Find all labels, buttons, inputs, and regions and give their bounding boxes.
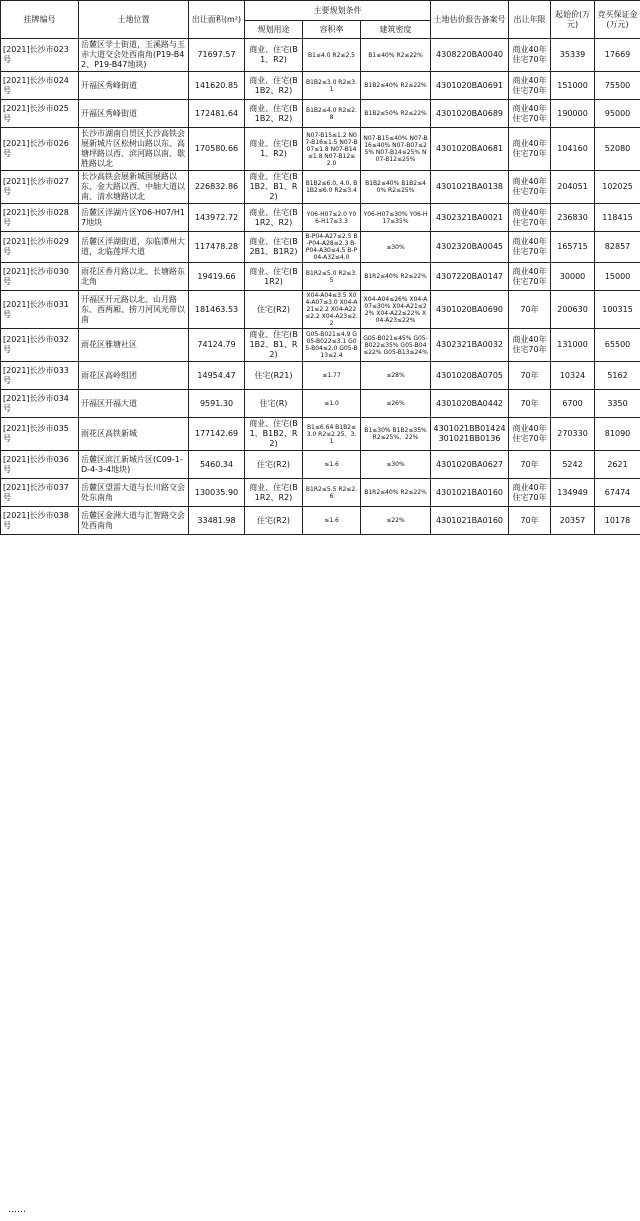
cell-term: 商业40年住宅70年 [509,128,551,171]
cell-location: 开福区开元路以北、山月路东、西两厢、捞刀河风光带以南 [79,291,189,329]
cell-area: 14954.47 [189,362,245,390]
table-row [1,232,640,263]
cell-term: 商业40年住宅70年 [509,39,551,72]
cell-area: 71697.57 [189,39,245,72]
table-body [1,39,640,535]
cell-term: 商业40年住宅70年 [509,329,551,362]
cell-density: ≤28% [361,362,431,390]
cell-id: [2021]长沙市033号 [1,362,79,390]
table-row [1,451,640,479]
cell-id: [2021]长沙市024号 [1,72,79,100]
cell-location: 长沙高铁会展新城国展路以东、金大路以西、中轴大道以南、清水塘路以北 [79,171,189,204]
cell-report: 4302321BA0032 [431,329,509,362]
cell-use: 住宅(R2) [245,507,303,535]
cell-id: [2021]长沙市037号 [1,479,79,507]
cell-use: 住宅(R2) [245,451,303,479]
cell-location: 雨花区雅塘社区 [79,329,189,362]
cell-far: B1≤6.64 B1B2≤3.0 R2≤2.25、3.1 [303,418,361,451]
cell-deposit: 10178 [595,507,640,535]
cell-report: 4301021BA0138 [431,171,509,204]
table-row [1,72,640,100]
cell-deposit: 15000 [595,263,640,291]
table-row [1,329,640,362]
cell-far: X04-A04≤3.5 X04-A07≤3.0 X04-A21≤2.2 X04-A22≤2.2 X04-A23≤2.2 [303,291,361,329]
truncation-note: …… [8,1205,26,1215]
cell-term: 商业40年住宅70年 [509,72,551,100]
cell-location: 雨花区高岭组团 [79,362,189,390]
cell-use: 住宅(R21) [245,362,303,390]
header-plan: 主要规划条件 [245,1,431,21]
cell-use: 住宅(R2) [245,291,303,329]
cell-term: 70年 [509,507,551,535]
cell-term: 商业40年住宅70年 [509,418,551,451]
cell-far: B1B2≤6.0, 4.0, B1B2≤6.0 R2≤3.4 [303,171,361,204]
cell-far: ≤1.77 [303,362,361,390]
cell-location: 岳麓区学士街道，玉溪路与玉赤大道交会处西南角(P19-B42、P19-B47地块) [79,39,189,72]
cell-use: 商业、住宅(B1R2) [245,263,303,291]
cell-density: B1R2≤40% R2≤22% [361,263,431,291]
cell-report: 4301021BB01424 301021BB0136 [431,418,509,451]
cell-density: ≤26% [361,390,431,418]
table-row [1,418,640,451]
cell-report: 4301020BA0442 [431,390,509,418]
cell-term: 70年 [509,362,551,390]
cell-deposit: 3350 [595,390,640,418]
header-start-price: 起始价(万元) [551,1,595,39]
cell-use: 商业、住宅(B1R2、R2) [245,479,303,507]
cell-far: B1B2≤3.0 R2≤3.1 [303,72,361,100]
cell-id: [2021]长沙市031号 [1,291,79,329]
cell-report: 4301021BA0160 [431,479,509,507]
cell-location: 岳麓区洋湖街道，东临潭州大道，北临莲坪大道 [79,232,189,263]
cell-id: [2021]长沙市028号 [1,204,79,232]
cell-area: 143972.72 [189,204,245,232]
cell-id: [2021]长沙市026号 [1,128,79,171]
table-row [1,171,640,204]
table-row [1,39,640,72]
cell-area: 172481.64 [189,100,245,128]
cell-far: B1R2≤5.0 R2≤3.5 [303,263,361,291]
cell-start-price: 151000 [551,72,595,100]
cell-use: 商业、住宅(B1R2、R2) [245,204,303,232]
cell-term: 70年 [509,291,551,329]
cell-use: 商业、住宅(B1B2、B1、R2) [245,171,303,204]
cell-density: X04-A04≤26% X04-A07≤30% X04-A21≤22% X04-A22≤22% X04-A23≤22% [361,291,431,329]
cell-location: 长沙市湖南自贸区长沙高铁会展新城片区松树山路以东、高塘坪路以西、滨河路以南、歇胜路以北 [79,128,189,171]
cell-id: [2021]长沙市038号 [1,507,79,535]
cell-report: 4307220BA0147 [431,263,509,291]
cell-area: 226832.86 [189,171,245,204]
cell-deposit: 81090 [595,418,640,451]
table-row [1,507,640,535]
cell-use: 商业、住宅(B1、R2) [245,128,303,171]
cell-density: ≤22% [361,507,431,535]
cell-deposit: 100315 [595,291,640,329]
cell-report: 4301020BA0691 [431,72,509,100]
cell-use: 商业、住宅(B1B2、B1、R2) [245,329,303,362]
cell-term: 商业40年住宅70年 [509,204,551,232]
cell-location: 雨花区高铁新城 [79,418,189,451]
cell-far: B1R2≤5.5 R2≤2.6 [303,479,361,507]
table-row [1,263,640,291]
cell-density: B1B2≤40% B1B2≤40% R2≤25% [361,171,431,204]
cell-id: [2021]长沙市027号 [1,171,79,204]
cell-id: [2021]长沙市023号 [1,39,79,72]
header-deposit: 竞买保证金(万元) [595,1,640,39]
cell-term: 商业40年住宅70年 [509,479,551,507]
cell-report: 4308220BA0040 [431,39,509,72]
cell-location: 开福区秀峰街道 [79,72,189,100]
cell-deposit: 2621 [595,451,640,479]
cell-far: B1≤4.0 R2≤2.5 [303,39,361,72]
cell-id: [2021]长沙市034号 [1,390,79,418]
table-row [1,390,640,418]
cell-area: 19419.66 [189,263,245,291]
listing-table [0,0,640,535]
cell-term: 商业40年住宅70年 [509,232,551,263]
cell-location: 岳麓区滨江新城片区(C09-1-D-4-3-4地块) [79,451,189,479]
cell-report: 4301020BA0690 [431,291,509,329]
cell-density: B1B2≤40% R2≤22% [361,72,431,100]
cell-location: 雨花区香月路以北、长塘路东北角 [79,263,189,291]
cell-density: ≤30% [361,232,431,263]
table-row [1,291,640,329]
cell-density: G05-B021≤45% G05-B022≤35% G05-B04≤22% G05-B13≤24% [361,329,431,362]
cell-term: 商业40年住宅70年 [509,263,551,291]
cell-area: 170580.66 [189,128,245,171]
table-row [1,204,640,232]
cell-use: 商业、住宅(B1、B1B2、R2) [245,418,303,451]
cell-report: 4301020BA0705 [431,362,509,390]
header-report: 土地估价报告备案号 [431,1,509,39]
cell-deposit: 82857 [595,232,640,263]
cell-id: [2021]长沙市029号 [1,232,79,263]
cell-report: 4301020BA0689 [431,100,509,128]
cell-area: 130035.90 [189,479,245,507]
cell-use: 商业、住宅(B1B2、R2) [245,100,303,128]
cell-deposit: 67474 [595,479,640,507]
cell-start-price: 10324 [551,362,595,390]
cell-location: 岳麓区洋湖片区Y06-H07/H17地块 [79,204,189,232]
cell-location: 岳麓区金洲大道与汇智路交会处西南角 [79,507,189,535]
header-term: 出让年限 [509,1,551,39]
cell-far: ≤1.6 [303,507,361,535]
cell-density: B1≤40% R2≤22% [361,39,431,72]
cell-term: 70年 [509,451,551,479]
cell-start-price: 30000 [551,263,595,291]
cell-area: 181463.53 [189,291,245,329]
cell-density: N07-B15≤40% N07-B16≤40% N07-B07≤25% N07-B14≤25% N07-B12≤25% [361,128,431,171]
cell-start-price: 270330 [551,418,595,451]
cell-id: [2021]长沙市035号 [1,418,79,451]
cell-report: 4302321BA0021 [431,204,509,232]
cell-deposit: 65500 [595,329,640,362]
header-location: 土地位置 [79,1,189,39]
cell-location: 开福区秀峰街道 [79,100,189,128]
table-row [1,128,640,171]
cell-deposit: 52080 [595,128,640,171]
cell-start-price: 35339 [551,39,595,72]
cell-area: 117478.28 [189,232,245,263]
cell-start-price: 5242 [551,451,595,479]
cell-area: 74124.79 [189,329,245,362]
cell-far: ≤1.0 [303,390,361,418]
cell-density: ≤30% [361,451,431,479]
cell-far: ≤1.6 [303,451,361,479]
cell-start-price: 200630 [551,291,595,329]
cell-term: 70年 [509,390,551,418]
cell-id: [2021]长沙市025号 [1,100,79,128]
cell-use: 商业、住宅(B1B2、R2) [245,72,303,100]
cell-id: [2021]长沙市036号 [1,451,79,479]
table-row [1,479,640,507]
cell-start-price: 236830 [551,204,595,232]
cell-use: 商业、住宅(B1、R2) [245,39,303,72]
cell-deposit: 118415 [595,204,640,232]
cell-report: 4301020BA0627 [431,451,509,479]
cell-start-price: 20357 [551,507,595,535]
cell-far: Y06-H07≤2.0 Y06-H17≤3.3 [303,204,361,232]
table-row [1,362,640,390]
cell-deposit: 95000 [595,100,640,128]
header-area: 出让面积(m²) [189,1,245,39]
header-id: 挂牌编号 [1,1,79,39]
cell-start-price: 204051 [551,171,595,204]
cell-far: G05-B021≤4.9 G05-B022≤3.1 G05-B04≤2.0 G05-B13≤2.4 [303,329,361,362]
cell-far: N07-B15≤1.2 N07-B16≤1.5 N07-B07≤1.8 N07-B14≤1.8 N07-B12≤2.0 [303,128,361,171]
cell-start-price: 134949 [551,479,595,507]
cell-area: 5460.34 [189,451,245,479]
cell-id: [2021]长沙市032号 [1,329,79,362]
cell-start-price: 131000 [551,329,595,362]
cell-start-price: 6700 [551,390,595,418]
cell-area: 9591.30 [189,390,245,418]
cell-deposit: 75500 [595,72,640,100]
header-density: 建筑密度 [361,21,431,39]
cell-density: Y06-H07≤30% Y06-H17≤35% [361,204,431,232]
cell-density: B1R2≤40% R2≤22% [361,479,431,507]
cell-far: B1B2≤4.0 R2≤2.8 [303,100,361,128]
cell-area: 33481.98 [189,507,245,535]
cell-location: 开福区开福大道 [79,390,189,418]
cell-term: 商业40年住宅70年 [509,100,551,128]
cell-density: B1B2≤50% R2≤22% [361,100,431,128]
cell-report: 4301021BA0160 [431,507,509,535]
cell-report: 4302320BA0045 [431,232,509,263]
header-use: 规划用途 [245,21,303,39]
cell-area: 141620.85 [189,72,245,100]
cell-deposit: 5162 [595,362,640,390]
cell-use: 商业、住宅(B2B1、B1R2) [245,232,303,263]
cell-start-price: 104160 [551,128,595,171]
cell-density: B1≤30% B1B2≤35% R2≤25%、22% [361,418,431,451]
cell-area: 177142.69 [189,418,245,451]
cell-term: 商业40年住宅70年 [509,171,551,204]
cell-start-price: 165715 [551,232,595,263]
cell-report: 4301020BA0681 [431,128,509,171]
cell-deposit: 17669 [595,39,640,72]
table-row [1,100,640,128]
cell-location: 岳麓区望雷大道与长川路交会处东南角 [79,479,189,507]
cell-start-price: 190000 [551,100,595,128]
cell-far: B-P04-A27≤2.5 B-P04-A28≤2.3 B-P04-A30≤4.5 B-P04-A32≤4.0 [303,232,361,263]
cell-use: 住宅(R) [245,390,303,418]
cell-deposit: 102025 [595,171,640,204]
header-far: 容积率 [303,21,361,39]
cell-id: [2021]长沙市030号 [1,263,79,291]
